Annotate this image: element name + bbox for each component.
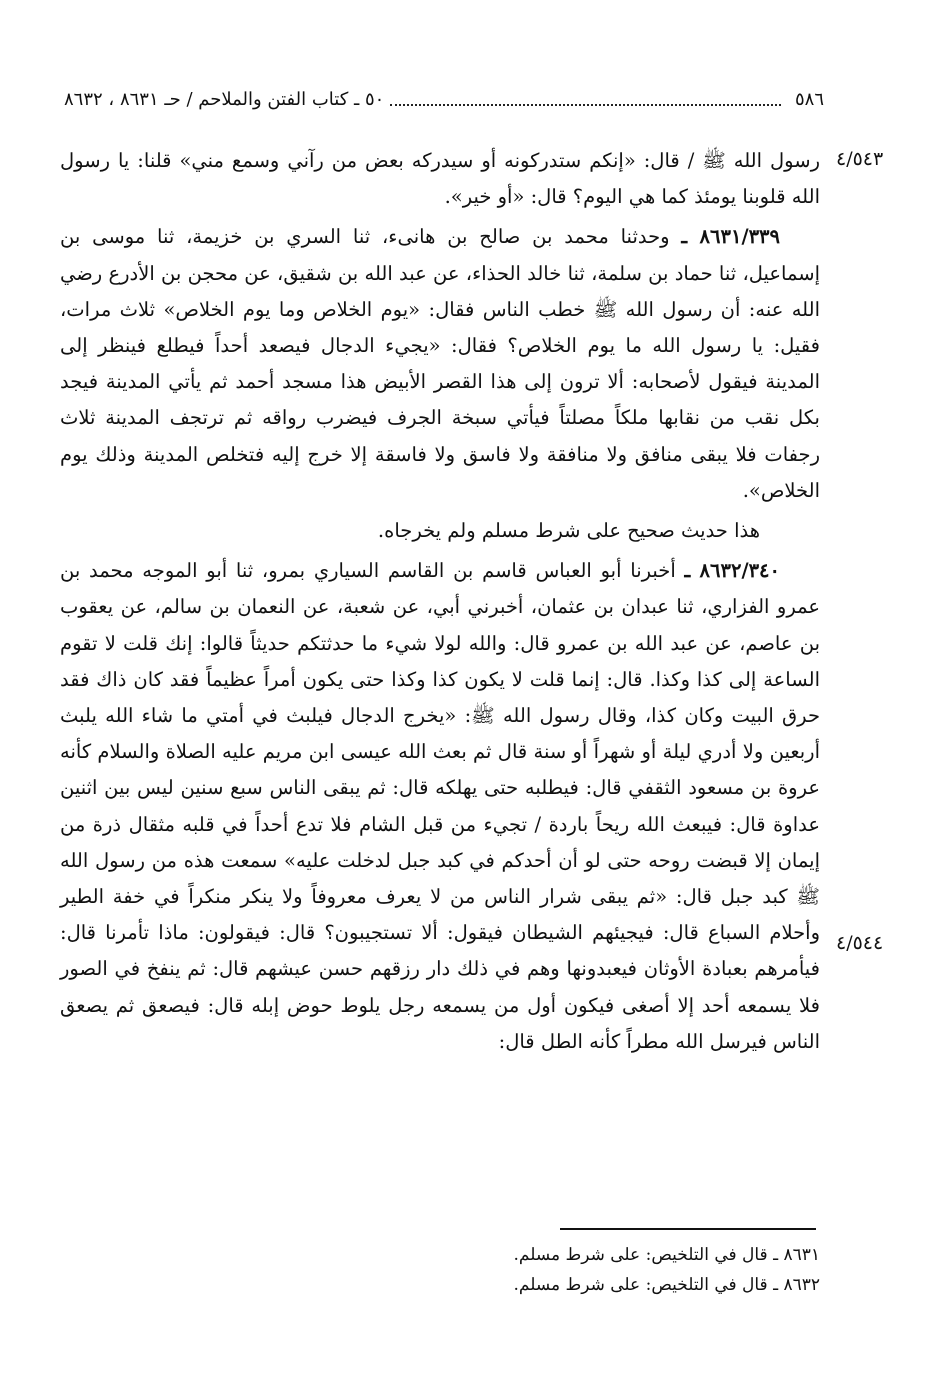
margin-reference-1: ٤/٥٤٣ — [836, 148, 884, 170]
footnote-8632: ٨٦٣٢ ـ قال في التلخيص: على شرط مسلم. — [513, 1275, 820, 1295]
main-text — [60, 143, 820, 1064]
hadith-text-8632: أخبرنا أبو العباس قاسم بن القاسم السياري بمرو، ثنا أبو الموجه محمد بن عمرو الفزاري، ثنا عبدان بن عثمان، أخبرني أبي، عن شعبة، عن النعمان بن سالم، عن يعقوب بن عاصم، عن عبد الله بن عمرو قال: والله لولا شيء ما حدثتكم حديثاً قالوا: إنك قلت لا تقوم الساعة إلى كذا وكذا. قال: إنما قلت لا يكون كذا وكذا حتى يكون أمراً عظيماً فقد كان ذاك فقد حرق البيت وكان كذا، وقال رسول الله ﷺ: «يخرج الدجال فيلبث في أمتي ما شاء الله يلبث أربعين ولا أدري ليلة أو شهراً أو سنة قال ثم بعث الله عيسى ابن مريم عليه الصلاة والسلام كأنه عروة بن مسعود الثقفي قال: فيطلبه حتى يهلكه قال: ثم يبقى الناس سبع سنين ليس بين اثنين عداوة قال: فيبعث الله ريحاً باردة / تجيء من قبل الشام فلا تدع أحداً في قلبه مثقال ذرة من إيمان إلا قبضت روحه حتى لو أن أحدكم في كبد جبل لدخلت عليه» سمعت هذه من رسول الله ﷺ كبد جبل قال: «ثم يبقى شرار الناس من لا يعرف معروفاً ولا ينكر منكراً في خفة الطير وأحلام السباع قال: فيجيئهم الشيطان فيقول: ألا تستجيبون؟ قال: فيقولون: ماذا تأمرنا قال: فيأمرهم بعبادة الأوثان فيعبدونها وهم في ذلك دار رزقهم حسن عيشهم قال: ثم ينفخ في الصور فلا يسمعه أحد إلا أصغى فيكون أول من يسمعه رجل يلوط حوض إبله قال: فيصعق ثم يصعق الناس فيرسل الله مطراً كأنه الطل قال: — [60, 559, 820, 1053]
hadith-number-8632: ٨٦٣٢/٣٤٠ ـ — [684, 559, 780, 583]
grading-note: هذا حديث صحيح على شرط مسلم ولم يخرجاه. — [377, 519, 760, 543]
running-title: ٥٠ ـ كتاب الفتن والملاحم / حـ ٨٦٣١ ، ٨٦٣٢ — [64, 88, 385, 110]
hadith-8631 — [60, 219, 820, 509]
footnote-8631: ٨٦٣١ ـ قال في التلخيص: على شرط مسلم. — [513, 1245, 820, 1265]
header-dot-leader — [390, 92, 781, 106]
footnote-divider — [560, 1228, 816, 1230]
page-number: ٥٨٦ — [794, 88, 824, 110]
hadith-8632 — [60, 553, 820, 1060]
hadith-number-8631: ٨٦٣١/٣٣٩ ـ — [681, 225, 780, 249]
footnotes — [260, 1240, 820, 1300]
margin-reference-2: ٤/٥٤٤ — [836, 932, 884, 954]
hadith-text-8631: وحدثنا محمد بن صالح بن هانىء، ثنا السري بن خزيمة، ثنا موسى بن إسماعيل، ثنا حماد بن سلمة، ثنا خالد الحذاء، عن عبد الله بن شقيق، عن محجن بن الأدرع رضي الله عنه: أن رسول الله ﷺ خطب الناس فقال: «يوم الخلاص وما يوم الخلاص» ثلاث مرات، فقيل: يا رسول الله ما يوم الخلاص؟ فقال: «يجيء الدجال فيصعد أحداً فيطلع فينظر إلى المدينة فيقول لأصحابه: ألا ترون إلى هذا القصر الأبيض هذا مسجد أحمد ثم يأتي المدينة فيجد بكل نقب من نقابها ملكاً مصلتاً فيأتي سبخة الجرف فيضرب رواقه ثم ترتجف المدينة ثلاث رجفات فلا يبقى منافق ولا منافقة ولا فاسق ولا فاسقة إلا خرج إليه فتخلص المدينة وذلك يوم الخلاص». — [60, 225, 820, 502]
running-header — [64, 84, 824, 114]
paragraph-continuation: رسول الله ﷺ / قال: «إنكم ستدركونه أو سيدركه بعض من رآني وسمع مني» قلنا: يا رسول الله قلوبنا يومئذ كما هي اليوم؟ قال: «أو خير». — [60, 149, 820, 209]
